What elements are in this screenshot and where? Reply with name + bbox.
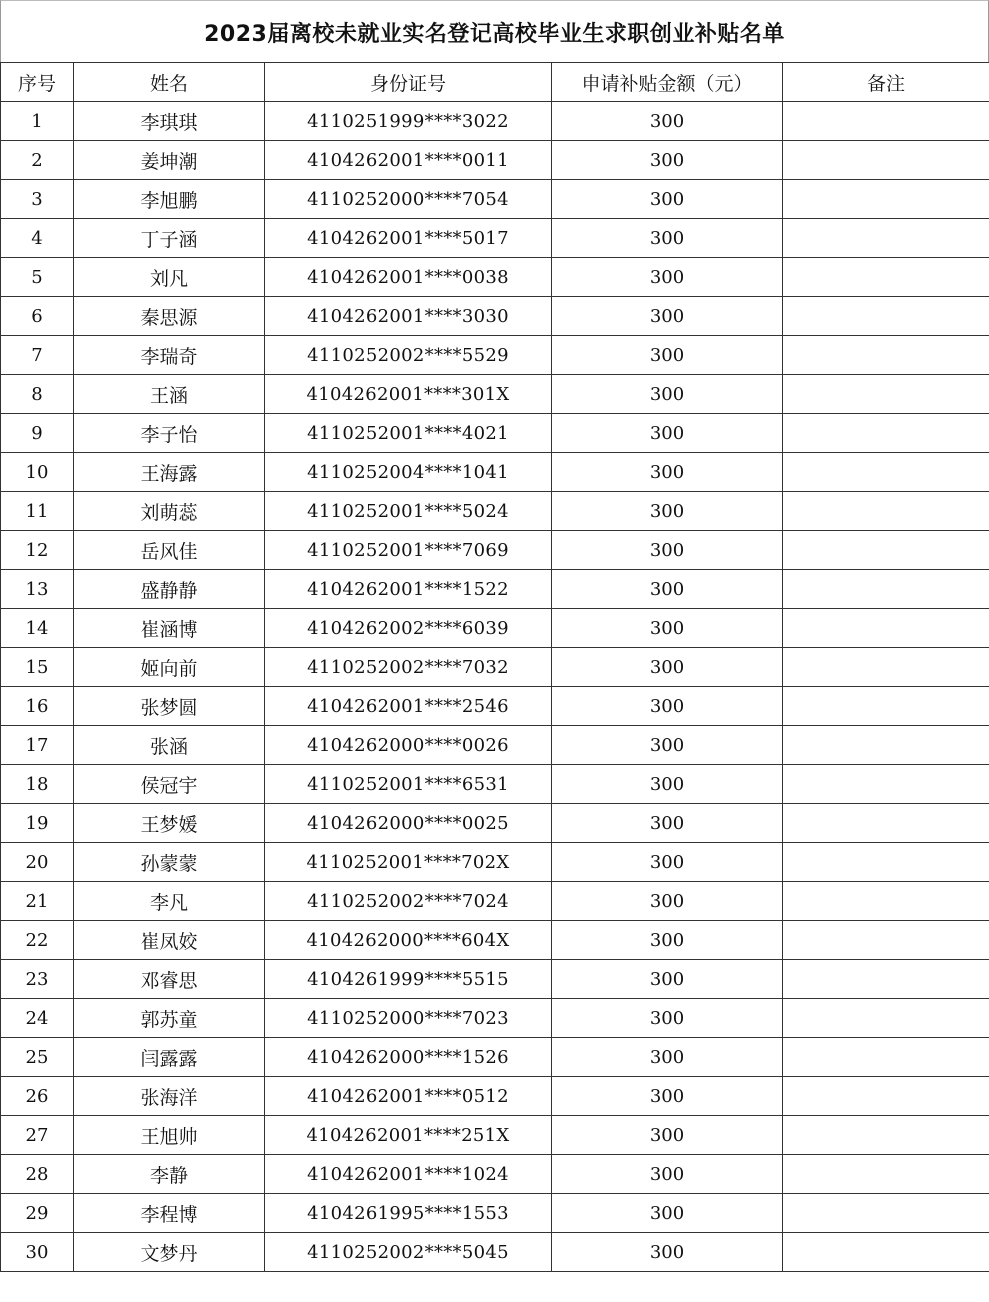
cell-name[interactable]: 刘萌蕊	[74, 492, 265, 531]
cell-amount[interactable]: 300	[552, 843, 783, 882]
cell-index[interactable]: 10	[1, 453, 74, 492]
cell-remarks[interactable]	[783, 609, 989, 648]
cell-amount[interactable]: 300	[552, 882, 783, 921]
table-row	[1, 609, 989, 648]
cell-amount[interactable]: 300	[552, 102, 783, 141]
cell-name[interactable]: 盛静静	[74, 570, 265, 609]
cell-index[interactable]: 5	[1, 258, 74, 297]
cell-amount[interactable]: 300	[552, 492, 783, 531]
cell-amount[interactable]: 300	[552, 141, 783, 180]
cell-remarks[interactable]	[783, 921, 989, 960]
cell-index[interactable]: 9	[1, 414, 74, 453]
cell-name[interactable]: 岳风佳	[74, 531, 265, 570]
table-row	[1, 1194, 989, 1233]
cell-id-number[interactable]: 4104262000****1526	[265, 1038, 552, 1077]
cell-id-number[interactable]: 4104261995****1553	[265, 1194, 552, 1233]
table-row	[1, 453, 989, 492]
cell-index[interactable]: 23	[1, 960, 74, 999]
cell-amount[interactable]: 300	[552, 726, 783, 765]
cell-id-number[interactable]: 4110252000****7023	[265, 999, 552, 1038]
cell-index[interactable]: 28	[1, 1155, 74, 1194]
table-row	[1, 999, 989, 1038]
table-body	[1, 102, 989, 1272]
document-title: 2023届离校未就业实名登记高校毕业生求职创业补贴名单	[204, 21, 785, 47]
cell-id-number[interactable]: 4104262001****251X	[265, 1116, 552, 1155]
cell-name[interactable]: 李琪琪	[74, 102, 265, 141]
cell-id-number[interactable]: 4110252001****4021	[265, 414, 552, 453]
cell-name[interactable]: 丁子涵	[74, 219, 265, 258]
table-row	[1, 843, 989, 882]
table-row	[1, 141, 989, 180]
table-row	[1, 102, 989, 141]
table-row	[1, 492, 989, 531]
cell-name[interactable]: 刘凡	[74, 258, 265, 297]
cell-id-number[interactable]: 4104262001****3030	[265, 297, 552, 336]
cell-remarks[interactable]	[783, 492, 989, 531]
cell-id-number[interactable]: 4104262000****0026	[265, 726, 552, 765]
cell-remarks[interactable]	[783, 1077, 989, 1116]
header-row	[1, 63, 989, 102]
cell-remarks[interactable]	[783, 765, 989, 804]
cell-amount[interactable]: 300	[552, 648, 783, 687]
cell-remarks[interactable]	[783, 1233, 989, 1272]
cell-name[interactable]: 王梦媛	[74, 804, 265, 843]
cell-index[interactable]: 16	[1, 687, 74, 726]
table-row	[1, 765, 989, 804]
cell-index[interactable]: 17	[1, 726, 74, 765]
cell-amount[interactable]: 300	[552, 375, 783, 414]
cell-index[interactable]: 21	[1, 882, 74, 921]
cell-amount[interactable]: 300	[552, 570, 783, 609]
cell-remarks[interactable]	[783, 375, 989, 414]
cell-name[interactable]: 姬向前	[74, 648, 265, 687]
header-remarks[interactable]: 备注	[783, 63, 989, 102]
table-row	[1, 570, 989, 609]
cell-id-number[interactable]: 4104262001****2546	[265, 687, 552, 726]
cell-name[interactable]: 张海洋	[74, 1077, 265, 1116]
cell-remarks[interactable]	[783, 843, 989, 882]
cell-id-number[interactable]: 4110252001****702X	[265, 843, 552, 882]
cell-index[interactable]: 3	[1, 180, 74, 219]
table-row	[1, 375, 989, 414]
table-row	[1, 687, 989, 726]
cell-index[interactable]: 22	[1, 921, 74, 960]
cell-id-number[interactable]: 4110252002****5045	[265, 1233, 552, 1272]
cell-id-number[interactable]: 4110252002****7032	[265, 648, 552, 687]
cell-amount[interactable]: 300	[552, 999, 783, 1038]
cell-id-number[interactable]: 4110252002****7024	[265, 882, 552, 921]
cell-id-number[interactable]: 4110252004****1041	[265, 453, 552, 492]
cell-name[interactable]: 崔涵博	[74, 609, 265, 648]
cell-remarks[interactable]	[783, 570, 989, 609]
cell-amount[interactable]: 300	[552, 297, 783, 336]
header-name[interactable]: 姓名	[74, 63, 265, 102]
cell-name[interactable]: 王旭帅	[74, 1116, 265, 1155]
cell-remarks[interactable]	[783, 180, 989, 219]
header-amount[interactable]: 申请补贴金额（元）	[552, 63, 783, 102]
cell-id-number[interactable]: 4104262000****0025	[265, 804, 552, 843]
cell-id-number[interactable]: 4110252001****5024	[265, 492, 552, 531]
cell-remarks[interactable]	[783, 336, 989, 375]
cell-remarks[interactable]	[783, 999, 989, 1038]
table-row	[1, 648, 989, 687]
cell-index[interactable]: 2	[1, 141, 74, 180]
cell-id-number[interactable]: 4110252001****7069	[265, 531, 552, 570]
cell-amount[interactable]: 300	[552, 609, 783, 648]
cell-id-number[interactable]: 4110251999****3022	[265, 102, 552, 141]
table-row	[1, 1233, 989, 1272]
cell-id-number[interactable]: 4104262001****0011	[265, 141, 552, 180]
cell-name[interactable]: 李旭鹏	[74, 180, 265, 219]
table-row	[1, 1077, 989, 1116]
cell-amount[interactable]: 300	[552, 1155, 783, 1194]
cell-name[interactable]: 王海露	[74, 453, 265, 492]
cell-remarks[interactable]	[783, 1155, 989, 1194]
cell-remarks[interactable]	[783, 804, 989, 843]
cell-remarks[interactable]	[783, 648, 989, 687]
cell-index[interactable]: 4	[1, 219, 74, 258]
cell-id-number[interactable]: 4104261999****5515	[265, 960, 552, 999]
cell-index[interactable]: 18	[1, 765, 74, 804]
cell-index[interactable]: 27	[1, 1116, 74, 1155]
cell-remarks[interactable]	[783, 453, 989, 492]
cell-amount[interactable]: 300	[552, 960, 783, 999]
cell-index[interactable]: 6	[1, 297, 74, 336]
cell-index[interactable]: 1	[1, 102, 74, 141]
cell-amount[interactable]: 300	[552, 414, 783, 453]
cell-id-number[interactable]: 4104262001****0512	[265, 1077, 552, 1116]
cell-name[interactable]: 王涵	[74, 375, 265, 414]
cell-name[interactable]: 文梦丹	[74, 1233, 265, 1272]
cell-remarks[interactable]	[783, 882, 989, 921]
cell-index[interactable]: 25	[1, 1038, 74, 1077]
table-row	[1, 336, 989, 375]
cell-remarks[interactable]	[783, 258, 989, 297]
cell-remarks[interactable]	[783, 726, 989, 765]
cell-id-number[interactable]: 4110252001****6531	[265, 765, 552, 804]
table-row	[1, 219, 989, 258]
cell-index[interactable]: 11	[1, 492, 74, 531]
cell-name[interactable]: 闫露露	[74, 1038, 265, 1077]
cell-index[interactable]: 26	[1, 1077, 74, 1116]
cell-index[interactable]: 8	[1, 375, 74, 414]
cell-id-number[interactable]: 4110252002****5529	[265, 336, 552, 375]
cell-amount[interactable]: 300	[552, 180, 783, 219]
cell-amount[interactable]: 300	[552, 921, 783, 960]
cell-index[interactable]: 13	[1, 570, 74, 609]
cell-amount[interactable]: 300	[552, 1077, 783, 1116]
cell-index[interactable]: 15	[1, 648, 74, 687]
header-index[interactable]: 序号	[1, 63, 74, 102]
cell-remarks[interactable]	[783, 1194, 989, 1233]
table-row	[1, 1116, 989, 1155]
cell-id-number[interactable]: 4110252000****7054	[265, 180, 552, 219]
cell-remarks[interactable]	[783, 531, 989, 570]
cell-index[interactable]: 24	[1, 999, 74, 1038]
table-row	[1, 882, 989, 921]
cell-remarks[interactable]	[783, 1038, 989, 1077]
cell-remarks[interactable]	[783, 297, 989, 336]
table-row	[1, 1155, 989, 1194]
cell-amount[interactable]: 300	[552, 219, 783, 258]
cell-name[interactable]: 张梦圆	[74, 687, 265, 726]
cell-amount[interactable]: 300	[552, 1116, 783, 1155]
cell-amount[interactable]: 300	[552, 531, 783, 570]
cell-amount[interactable]: 300	[552, 687, 783, 726]
cell-index[interactable]: 30	[1, 1233, 74, 1272]
cell-id-number[interactable]: 4104262001****1522	[265, 570, 552, 609]
table-row	[1, 414, 989, 453]
cell-name[interactable]: 李静	[74, 1155, 265, 1194]
table-row	[1, 1038, 989, 1077]
cell-remarks[interactable]	[783, 960, 989, 999]
table-row	[1, 531, 989, 570]
cell-id-number[interactable]: 4104262001****0038	[265, 258, 552, 297]
cell-amount[interactable]: 300	[552, 336, 783, 375]
table-row	[1, 180, 989, 219]
cell-amount[interactable]: 300	[552, 453, 783, 492]
cell-index[interactable]: 19	[1, 804, 74, 843]
cell-name[interactable]: 李瑞奇	[74, 336, 265, 375]
table-row	[1, 921, 989, 960]
cell-name[interactable]: 李程博	[74, 1194, 265, 1233]
cell-amount[interactable]: 300	[552, 258, 783, 297]
cell-name[interactable]: 秦思源	[74, 297, 265, 336]
header-id-number[interactable]: 身份证号	[265, 63, 552, 102]
cell-amount[interactable]: 300	[552, 804, 783, 843]
cell-index[interactable]: 20	[1, 843, 74, 882]
cell-amount[interactable]: 300	[552, 1038, 783, 1077]
table-row	[1, 258, 989, 297]
cell-id-number[interactable]: 4104262002****6039	[265, 609, 552, 648]
cell-name[interactable]: 李凡	[74, 882, 265, 921]
table-row	[1, 960, 989, 999]
cell-remarks[interactable]	[783, 1116, 989, 1155]
cell-amount[interactable]: 300	[552, 1194, 783, 1233]
cell-index[interactable]: 29	[1, 1194, 74, 1233]
cell-index[interactable]: 14	[1, 609, 74, 648]
table-row	[1, 804, 989, 843]
cell-remarks[interactable]	[783, 141, 989, 180]
table-row	[1, 297, 989, 336]
cell-remarks[interactable]	[783, 219, 989, 258]
cell-amount[interactable]: 300	[552, 1233, 783, 1272]
title-row	[0, 0, 989, 63]
cell-name[interactable]: 姜坤潮	[74, 141, 265, 180]
cell-name[interactable]: 李子怡	[74, 414, 265, 453]
subsidy-table	[0, 62, 989, 1272]
cell-name[interactable]: 孙蒙蒙	[74, 843, 265, 882]
cell-id-number[interactable]: 4104262001****5017	[265, 219, 552, 258]
cell-id-number[interactable]: 4104262000****604X	[265, 921, 552, 960]
cell-name[interactable]: 郭苏童	[74, 999, 265, 1038]
cell-remarks[interactable]	[783, 414, 989, 453]
cell-name[interactable]: 邓睿思	[74, 960, 265, 999]
cell-remarks[interactable]	[783, 102, 989, 141]
cell-id-number[interactable]: 4104262001****301X	[265, 375, 552, 414]
cell-name[interactable]: 崔凤姣	[74, 921, 265, 960]
cell-name[interactable]: 张涵	[74, 726, 265, 765]
cell-index[interactable]: 7	[1, 336, 74, 375]
table-row	[1, 726, 989, 765]
cell-name[interactable]: 侯冠宇	[74, 765, 265, 804]
cell-id-number[interactable]: 4104262001****1024	[265, 1155, 552, 1194]
cell-amount[interactable]: 300	[552, 765, 783, 804]
cell-index[interactable]: 12	[1, 531, 74, 570]
cell-remarks[interactable]	[783, 687, 989, 726]
